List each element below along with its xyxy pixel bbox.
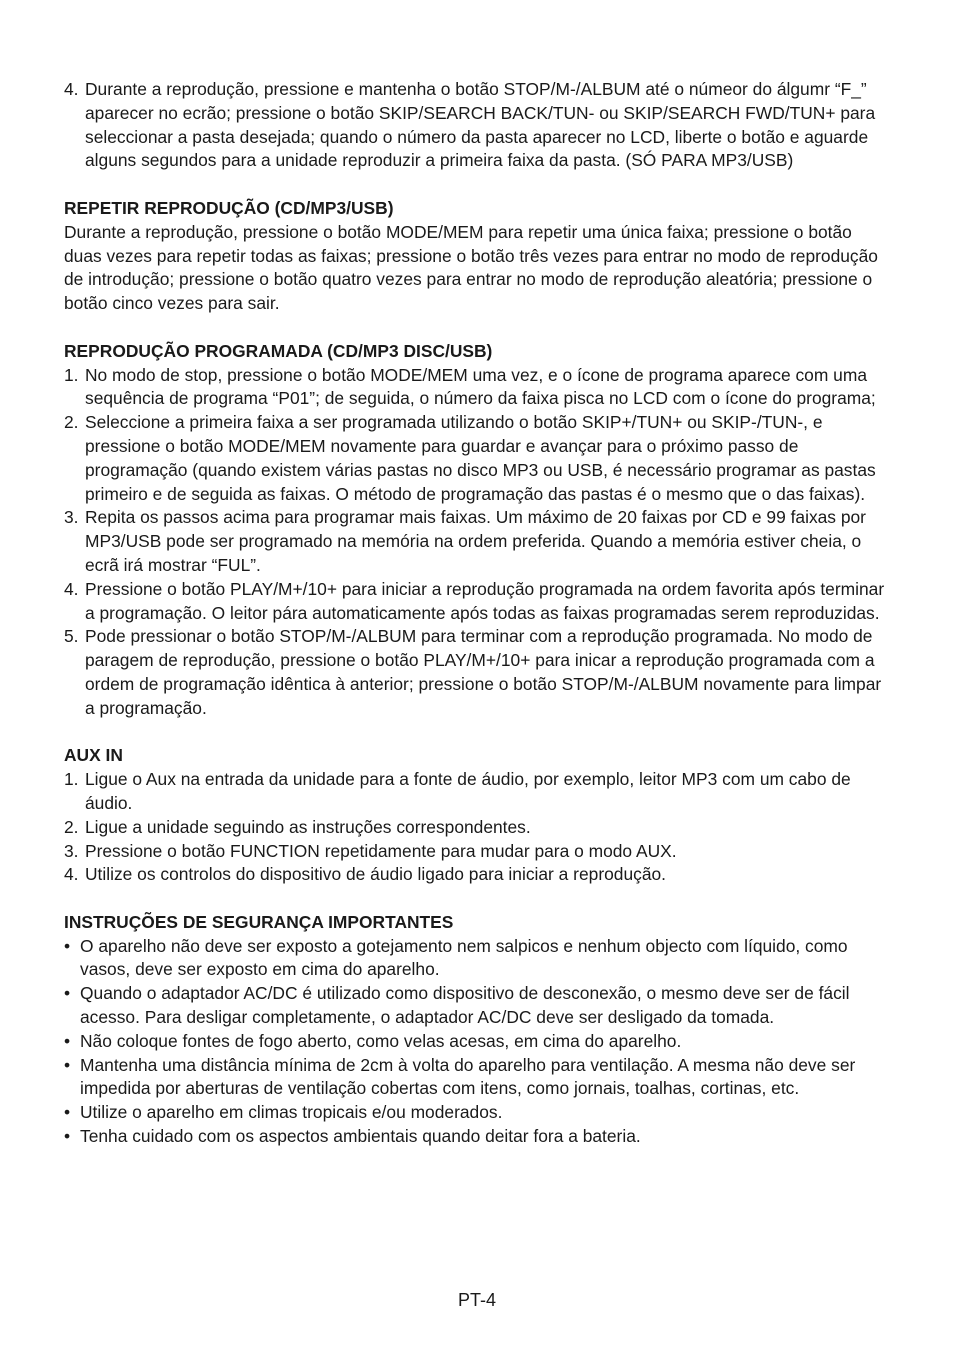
bullet-icon: • [64,1126,71,1147]
bullet-text: Mantenha uma distância mínima de 2cm à volta do aparelho para ventilação. A mesma não deve ser impedida por aberturas de ventilação cobertas com itens, como jornais, toalhas, cortinas, etc. [80,1054,856,1099]
item-text: Durante a reprodução, pressione e mantenha o botão STOP/M-/ALBUM até o númeor do álgumr “F_” aparecer no ecrão; pressione o botão SKIP/SEARCH BACK/TUN- ou SKIP/SEARCH FWD/TUN+ para seleccionar a pasta desejada; quando o número da pasta aparecer no LCD, liberte o botão e aguarde alguns segundos para a unidade reproduzir a primeira faixa da pasta. (SÓ PARA MP3/USB) [85,79,876,171]
list-item [64,816,894,840]
list-item [64,78,894,173]
item-text: Ligue a unidade seguindo as instruções correspondentes. [85,816,531,837]
item-text: Pressione o botão FUNCTION repetidamente para mudar para o modo AUX. [85,840,677,861]
bullet-icon: • [64,935,71,956]
item-number: 4. [64,79,79,99]
list-item [64,840,894,864]
bullet-text: O aparelho não deve ser exposto a gotejamento nem salpicos e nenhum objecto com líquido, como vasos, deve ser exposto em cima do aparelho. [80,935,848,980]
bullet-icon: • [64,1054,71,1075]
bullet-icon: • [64,1030,71,1051]
section-heading: INSTRUÇÕES DE SEGURANÇA IMPORTANTES [64,911,454,932]
bullet-text: Utilize o aparelho em climas tropicais e/ou moderados. [80,1102,503,1123]
item-text: Repita os passos acima para programar mais faixas. Um máximo de 20 faixas por CD e 99 faixas por MP3/USB pode ser programado na memória na ordem preferida. Quando a memória estiver cheia, o ecrã irá mostrar “FUL”. [85,507,866,575]
page-number: PT-4 [457,1290,496,1310]
item-number: 3. [64,840,79,861]
list-item [64,411,894,506]
bullet-item [64,935,894,983]
list-item [64,768,894,816]
item-text: Utilize os controlos do dispositivo de áudio ligado para iniciar a reprodução. [85,864,666,885]
list-item [64,578,894,626]
bullet-text: Não coloque fontes de fogo aberto, como velas acesas, em cima do aparelho. [80,1030,682,1051]
bullet-item [64,1030,894,1054]
item-text: No modo de stop, pressione o botão MODE/MEM uma vez, e o ícone de programa aparece com uma sequência de programa “P01”; de seguida, o número da faixa pisca no LCD com o ícone do programa; [85,364,876,409]
paragraph: Durante a reprodução, pressione o botão MODE/MEM para repetir uma única faixa; pressione o botão duas vezes para repetir todas as faixas; pressione o botão três vezes para entrar no modo de reprodução de introdução; pressione o botão quatro vezes para entrar no modo de reprodução aleatória; pressione o botão cinco vezes para sair. [64,221,878,314]
manual-page [64,78,894,1149]
list-item [64,625,894,720]
item-number: 1. [64,769,79,790]
item-number: 5. [64,626,79,647]
item-number: 2. [64,412,79,433]
item-number: 4. [64,578,79,599]
section-heading: REPRODUÇÃO PROGRAMADA (CD/MP3 DISC/USB) [64,340,493,361]
bullet-item [64,1125,894,1149]
item-number: 4. [64,864,79,885]
item-text: Pressione o botão PLAY/M+/10+ para iniciar a reprodução programada na ordem favorita após terminar a programação. O leitor pára automaticamente após todas as faixas programadas serem reproduzidas. [85,578,885,623]
bullet-text: Quando o adaptador AC/DC é utilizado como dispositivo de desconexão, o mesmo deve ser de fácil acesso. Para desligar completamente, o adaptador AC/DC deve ser desligado da tomada. [80,983,850,1028]
list-item [64,506,894,577]
section-program [64,340,894,721]
item-text: Pode pressionar o botão STOP/M-/ALBUM para terminar com a reprodução programada. No modo de paragem de reprodução, pressione o botão PLAY/M+/10+ para inicar a reprodução programada com a ordem de programação idêntica à anterior; pressione o botão STOP/M-/ALBUM novamente para limpar a programação. [85,626,882,718]
list-item [64,364,894,412]
item-number: 3. [64,507,79,528]
page-footer [0,1289,954,1313]
bullet-text: Tenha cuidado com os aspectos ambientais quando deitar fora a bateria. [80,1126,641,1147]
section-heading: AUX IN [64,745,123,766]
list-item [64,863,894,887]
item-text: Ligue o Aux na entrada da unidade para a fonte de áudio, por exemplo, leitor MP3 com um cabo de áudio. [85,769,851,813]
section-heading: REPETIR REPRODUÇÃO (CD/MP3/USB) [64,197,394,218]
bullet-icon: • [64,1102,71,1123]
bullet-item [64,1101,894,1125]
bullet-item [64,982,894,1030]
section-repeat [64,197,894,316]
section-safety [64,911,894,1149]
bullet-item [64,1054,894,1102]
item-number: 2. [64,816,79,837]
bullet-icon: • [64,983,71,1004]
section-aux-in [64,744,894,887]
item-text: Seleccione a primeira faixa a ser programada utilizando o botão SKIP+/TUN+ ou SKIP-/TUN-, e pressione o botão MODE/MEM novamente para guardar e avançar para o próximo passo de programação (quando existem várias pastas no disco MP3 ou USB, é necessário programar as pastas primeiro e de seguida as faixas. O método de programação das pastas é o mesmo que o das faixas). [85,412,876,504]
item-number: 1. [64,364,79,385]
